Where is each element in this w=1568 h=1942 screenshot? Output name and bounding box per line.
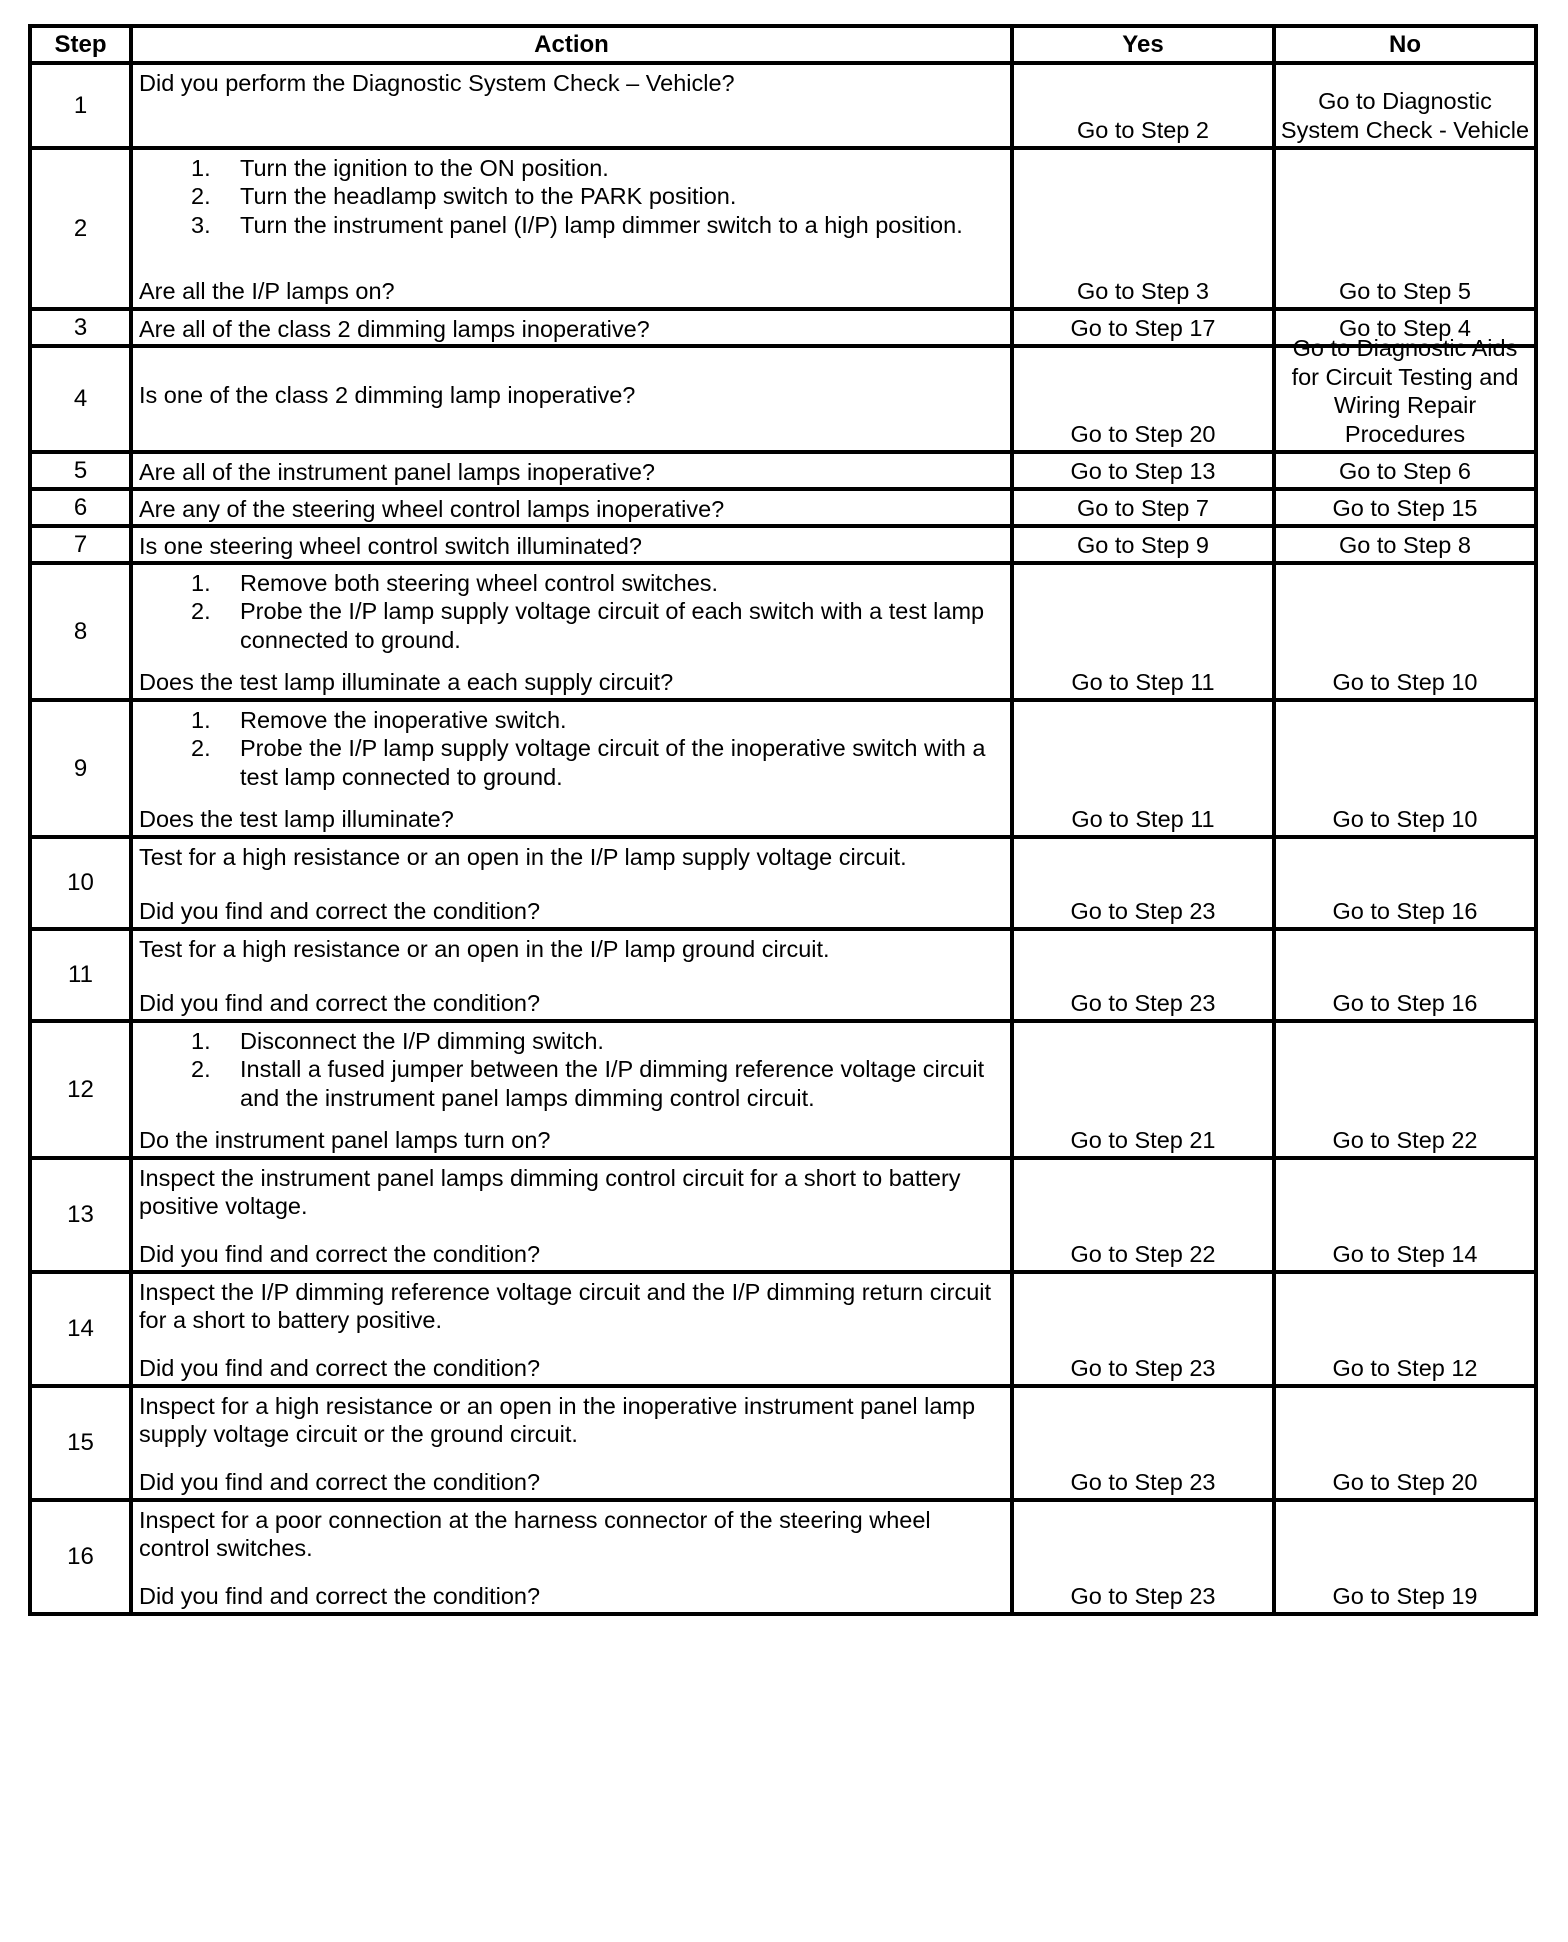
action-description: Inspect the I/P dimming reference voltage circuit and the I/P dimming return circuit for a short to battery positive. <box>139 1279 992 1334</box>
action-question: Are any of the steering wheel control lamps inoperative? <box>139 496 725 522</box>
table-row <box>30 929 1536 1021</box>
yes-result-content <box>1014 1502 1272 1612</box>
step-number: 4 <box>30 346 131 452</box>
action-question: Are all of the instrument panel lamps inoperative? <box>139 459 655 485</box>
instruction-item <box>139 1055 1004 1112</box>
instruction-number: 1. <box>191 1028 211 1054</box>
table-row <box>30 837 1536 929</box>
no-result-cell <box>1274 148 1536 309</box>
action-content <box>133 1502 1010 1612</box>
no-result-content <box>1276 454 1534 487</box>
action-content <box>133 1388 1010 1498</box>
action-content <box>133 1023 1010 1156</box>
table-row <box>30 1500 1536 1614</box>
step-number: 11 <box>30 929 131 1021</box>
action-description: Inspect the instrument panel lamps dimming control circuit for a short to battery positive voltage. <box>139 1165 961 1220</box>
yes-result: Go to Step 23 <box>1070 1354 1216 1381</box>
instruction-list <box>139 706 1004 791</box>
yes-result-content <box>1014 565 1272 698</box>
no-result: Go to Step 22 <box>1332 1126 1478 1153</box>
yes-result-content <box>1014 1023 1272 1156</box>
instruction-number: 1. <box>191 155 211 181</box>
table-row <box>30 700 1536 837</box>
yes-result-cell <box>1012 63 1274 148</box>
instruction-item <box>139 182 1004 210</box>
action-cell <box>131 309 1012 346</box>
action-cell <box>131 837 1012 929</box>
yes-result-cell <box>1012 1021 1274 1158</box>
action-question: Did you find and correct the condition? <box>139 1582 541 1609</box>
yes-result-content <box>1014 348 1272 450</box>
yes-result-cell <box>1012 148 1274 309</box>
yes-result: Go to Step 23 <box>1070 897 1216 924</box>
step-number: 8 <box>30 563 131 700</box>
yes-result-content <box>1014 491 1272 524</box>
no-result-cell <box>1274 489 1536 526</box>
table-row <box>30 526 1536 563</box>
yes-result-content <box>1014 1388 1272 1498</box>
instruction-text: Turn the headlamp switch to the PARK position. <box>240 183 737 210</box>
yes-result: Go to Step 2 <box>1077 116 1209 143</box>
no-result-content <box>1276 65 1534 146</box>
no-result-cell <box>1274 837 1536 929</box>
action-description: Inspect for a poor connection at the harness connector of the steering wheel control switches. <box>139 1507 931 1562</box>
no-result-content <box>1276 491 1534 524</box>
instruction-text: Turn the instrument panel (I/P) lamp dimmer switch to a high position. <box>240 211 963 238</box>
no-result: Go to Step 12 <box>1332 1354 1478 1381</box>
table-row <box>30 452 1536 489</box>
no-result-cell <box>1274 1158 1536 1272</box>
table-row <box>30 1272 1536 1386</box>
action-cell <box>131 929 1012 1021</box>
table-row <box>30 148 1536 309</box>
action-question: Are all the I/P lamps on? <box>139 277 395 304</box>
action-content <box>133 65 1010 146</box>
step-number: 9 <box>30 700 131 837</box>
no-result: Go to Diagnostic Aids for Circuit Testing and Wiring Repair Procedures <box>1291 335 1519 447</box>
no-result-cell <box>1274 1021 1536 1158</box>
yes-result-content <box>1014 311 1272 344</box>
yes-result-content <box>1014 1274 1272 1384</box>
no-result: Go to Step 14 <box>1332 1240 1478 1267</box>
action-cell <box>131 1021 1012 1158</box>
action-question: Is one of the class 2 dimming lamp inoperative? <box>139 382 636 408</box>
yes-result-cell <box>1012 452 1274 489</box>
no-result-cell <box>1274 1500 1536 1614</box>
action-question: Do the instrument panel lamps turn on? <box>139 1126 551 1153</box>
table-row <box>30 1386 1536 1500</box>
no-result-content <box>1276 931 1534 1019</box>
action-content <box>133 454 1010 487</box>
yes-result-cell <box>1012 1500 1274 1614</box>
yes-result: Go to Step 11 <box>1071 805 1215 832</box>
no-result: Go to Step 5 <box>1339 277 1471 304</box>
instruction-item <box>139 734 1004 791</box>
action-cell <box>131 563 1012 700</box>
step-number: 1 <box>30 63 131 148</box>
action-cell <box>131 1272 1012 1386</box>
instruction-list <box>139 1027 1004 1112</box>
no-result-content <box>1276 1274 1534 1384</box>
no-result: Go to Step 19 <box>1332 1582 1478 1609</box>
yes-result-content <box>1014 454 1272 487</box>
yes-result-content <box>1014 839 1272 927</box>
yes-result: Go to Step 21 <box>1070 1126 1216 1153</box>
step-number: 7 <box>30 526 131 563</box>
no-result: Go to Step 4 <box>1339 314 1471 341</box>
yes-result-content <box>1014 150 1272 307</box>
action-question: Did you find and correct the condition? <box>139 1468 541 1495</box>
action-cell <box>131 452 1012 489</box>
yes-result-content <box>1014 65 1272 146</box>
instruction-item <box>139 154 1004 182</box>
action-content <box>133 1160 1010 1270</box>
no-result-cell <box>1274 563 1536 700</box>
action-cell <box>131 1158 1012 1272</box>
no-result-cell <box>1274 335 1536 452</box>
header-no: No <box>1274 26 1536 63</box>
instruction-text: Probe the I/P lamp supply voltage circuit of each switch with a test lamp connected to ground. <box>240 598 985 653</box>
action-description: Test for a high resistance or an open in the I/P lamp supply voltage circuit. <box>139 844 907 870</box>
action-content <box>133 311 1010 344</box>
instruction-list <box>139 154 1004 239</box>
no-result-content <box>1276 1502 1534 1612</box>
no-result: Go to Step 15 <box>1332 494 1478 521</box>
no-result-cell <box>1274 929 1536 1021</box>
action-question: Did you find and correct the condition? <box>139 897 541 924</box>
diagnostic-table <box>28 24 1538 1616</box>
yes-result-cell <box>1012 346 1274 452</box>
step-number: 10 <box>30 837 131 929</box>
action-cell <box>131 1386 1012 1500</box>
action-content <box>133 839 1010 927</box>
yes-result: Go to Step 23 <box>1070 989 1216 1016</box>
action-cell <box>131 346 1012 452</box>
action-cell <box>131 700 1012 837</box>
action-content <box>133 702 1010 835</box>
action-question: Does the test lamp illuminate? <box>139 805 454 832</box>
instruction-list <box>139 569 1004 654</box>
yes-result-cell <box>1012 837 1274 929</box>
instruction-item <box>139 597 1004 654</box>
step-number: 2 <box>30 148 131 309</box>
action-question: Is one steering wheel control switch illuminated? <box>139 533 642 559</box>
instruction-number: 2. <box>191 1056 211 1083</box>
table-row <box>30 563 1536 700</box>
step-number: 3 <box>30 309 131 346</box>
no-result-content <box>1276 839 1534 927</box>
action-cell <box>131 1500 1012 1614</box>
yes-result: Go to Step 11 <box>1071 668 1215 695</box>
step-number: 13 <box>30 1158 131 1272</box>
no-result: Go to Step 8 <box>1339 531 1471 558</box>
yes-result-content <box>1014 702 1272 835</box>
action-description: Test for a high resistance or an open in the I/P lamp ground circuit. <box>139 936 830 962</box>
no-result: Go to Step 16 <box>1332 897 1478 924</box>
action-cell <box>131 526 1012 563</box>
instruction-text: Remove the inoperative switch. <box>240 707 567 733</box>
header-step: Step <box>30 26 131 63</box>
no-result-content <box>1276 335 1534 450</box>
yes-result: Go to Step 9 <box>1077 531 1209 558</box>
step-number: 14 <box>30 1272 131 1386</box>
header-row <box>30 26 1536 63</box>
action-question: Did you find and correct the condition? <box>139 1240 541 1267</box>
step-number: 6 <box>30 489 131 526</box>
action-cell <box>131 63 1012 148</box>
header-yes: Yes <box>1012 26 1274 63</box>
instruction-item <box>139 706 1004 734</box>
no-result-content <box>1276 1388 1534 1498</box>
action-cell <box>131 148 1012 309</box>
diagnostic-table-container <box>28 24 1538 1616</box>
instruction-item <box>139 1027 1004 1055</box>
instruction-text: Disconnect the I/P dimming switch. <box>240 1028 604 1054</box>
no-result-cell <box>1274 1272 1536 1386</box>
no-result-cell <box>1274 63 1536 148</box>
no-result-cell <box>1274 452 1536 489</box>
yes-result: Go to Step 22 <box>1070 1240 1216 1267</box>
no-result-content <box>1276 702 1534 835</box>
yes-result-content <box>1014 1160 1272 1270</box>
table-row <box>30 1158 1536 1272</box>
action-content <box>133 528 1010 561</box>
yes-result-cell <box>1012 1272 1274 1386</box>
action-content <box>133 150 1010 307</box>
yes-result-cell <box>1012 929 1274 1021</box>
no-result: Go to Step 10 <box>1332 668 1478 695</box>
step-number: 16 <box>30 1500 131 1614</box>
no-result: Go to Diagnostic System Check - Vehicle <box>1280 88 1530 143</box>
yes-result: Go to Step 3 <box>1077 277 1209 304</box>
instruction-text: Install a fused jumper between the I/P dimming reference voltage circuit and the instrument panel lamps dimming control circuit. <box>240 1056 985 1111</box>
yes-result-content <box>1014 528 1272 561</box>
yes-result-cell <box>1012 700 1274 837</box>
no-result-cell <box>1274 700 1536 837</box>
yes-result-cell <box>1012 1158 1274 1272</box>
yes-result-content <box>1014 931 1272 1019</box>
no-result-content <box>1276 528 1534 561</box>
instruction-number: 2. <box>191 183 211 210</box>
no-result: Go to Step 20 <box>1332 1468 1478 1495</box>
action-description: Inspect for a high resistance or an open in the inoperative instrument panel lamp supply voltage circuit or the ground circuit. <box>139 1393 976 1448</box>
instruction-number: 2. <box>191 598 211 625</box>
no-result: Go to Step 6 <box>1339 457 1471 484</box>
yes-result-cell <box>1012 489 1274 526</box>
yes-result: Go to Step 20 <box>1070 420 1216 447</box>
no-result-content <box>1276 565 1534 698</box>
action-cell <box>131 489 1012 526</box>
action-question: Did you find and correct the condition? <box>139 1354 541 1381</box>
instruction-text: Turn the ignition to the ON position. <box>240 155 609 181</box>
instruction-number: 1. <box>191 570 211 596</box>
yes-result-cell <box>1012 526 1274 563</box>
yes-result-cell <box>1012 309 1274 346</box>
yes-result: Go to Step 13 <box>1070 457 1216 484</box>
no-result-cell <box>1274 1386 1536 1500</box>
yes-result: Go to Step 23 <box>1070 1468 1216 1495</box>
step-number: 5 <box>30 452 131 489</box>
action-question: Did you perform the Diagnostic System Check – Vehicle? <box>139 70 735 96</box>
yes-result: Go to Step 23 <box>1070 1582 1216 1609</box>
no-result: Go to Step 16 <box>1332 989 1478 1016</box>
action-content <box>133 931 1010 1019</box>
instruction-item <box>139 211 1004 239</box>
action-question: Does the test lamp illuminate a each supply circuit? <box>139 668 674 695</box>
instruction-item <box>139 569 1004 597</box>
yes-result-cell <box>1012 563 1274 700</box>
action-question: Are all of the class 2 dimming lamps inoperative? <box>139 316 650 342</box>
table-row <box>30 63 1536 148</box>
action-content <box>133 1274 1010 1384</box>
action-content <box>133 491 1010 524</box>
table-row <box>30 489 1536 526</box>
action-content <box>133 348 1010 450</box>
table-row <box>30 1021 1536 1158</box>
instruction-number: 1. <box>191 707 211 733</box>
no-result-content <box>1276 1160 1534 1270</box>
no-result-content <box>1276 1023 1534 1156</box>
yes-result-cell <box>1012 1386 1274 1500</box>
no-result-cell <box>1274 526 1536 563</box>
step-number: 15 <box>30 1386 131 1500</box>
instruction-text: Remove both steering wheel control switches. <box>240 570 719 596</box>
instruction-number: 2. <box>191 735 211 762</box>
yes-result: Go to Step 17 <box>1070 314 1216 341</box>
step-number: 12 <box>30 1021 131 1158</box>
no-result-content <box>1276 150 1534 307</box>
action-content <box>133 565 1010 698</box>
action-question: Did you find and correct the condition? <box>139 989 541 1016</box>
no-result: Go to Step 10 <box>1332 805 1478 832</box>
table-row <box>30 346 1536 452</box>
instruction-number: 3. <box>191 211 211 238</box>
instruction-text: Probe the I/P lamp supply voltage circuit of the inoperative switch with a test lamp connected to ground. <box>240 735 986 790</box>
yes-result: Go to Step 7 <box>1077 494 1209 521</box>
header-action: Action <box>131 26 1012 63</box>
